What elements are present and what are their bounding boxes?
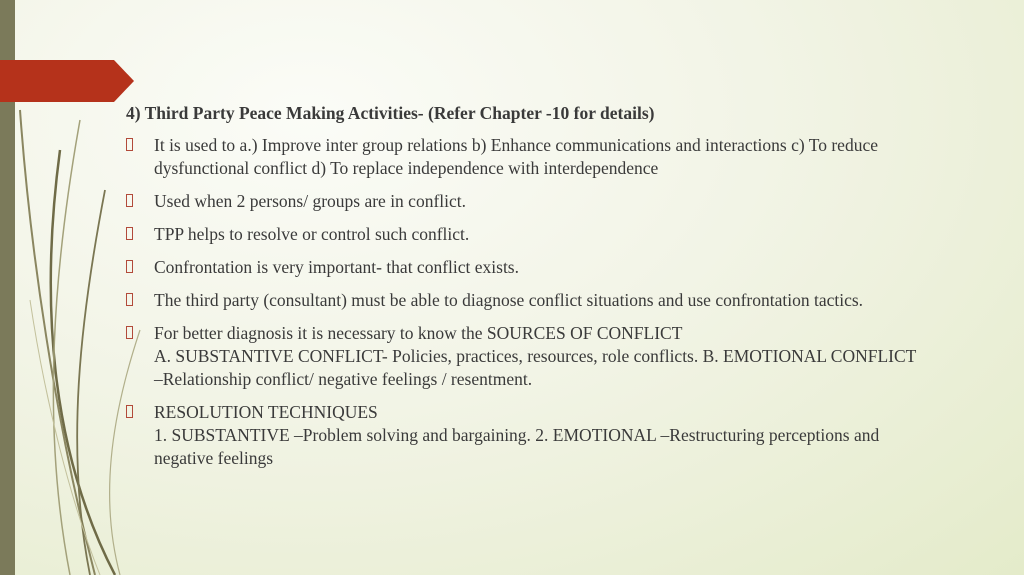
bullet-text-line: negative feelings (154, 448, 274, 468)
bullet-item (126, 289, 1006, 312)
bullet-text-line: –Relationship conflict/ negative feelings / resentment. (154, 369, 533, 389)
bullet-text-line: A. SUBSTANTIVE CONFLICT- Policies, practices, resources, role conflicts. B. EMOTIONAL CONFLICT (154, 346, 917, 366)
accent-tab-shape (0, 60, 134, 102)
square-outline-bullet-icon (126, 194, 133, 207)
square-outline-bullet-icon (126, 138, 133, 151)
square-outline-bullet-icon (126, 227, 133, 240)
bullet-text-line: Confrontation is very important- that conflict exists. (154, 257, 519, 277)
slide-heading: 4) Third Party Peace Making Activities- (Refer Chapter -10 for details) (126, 103, 655, 123)
bullet-text-line: 1. SUBSTANTIVE –Problem solving and bargaining. 2. EMOTIONAL –Restructuring perceptions and (154, 425, 880, 445)
bullet-item (126, 223, 1006, 246)
square-outline-bullet-icon (126, 260, 133, 273)
bullet-text-line: The third party (consultant) must be able to diagnose conflict situations and use confrontation tactics. (154, 290, 864, 310)
bullet-item (126, 134, 1006, 180)
square-outline-bullet-icon (126, 326, 133, 339)
bullet-text-line: Used when 2 persons/ groups are in conflict. (154, 191, 467, 211)
bullet-text-line: It is used to a.) Improve inter group relations b) Enhance communications and interactions c) To reduce (154, 135, 878, 155)
square-outline-bullet-icon (126, 293, 133, 306)
bullet-text-line: TPP helps to resolve or control such conflict. (154, 224, 470, 244)
bullet-text-line: dysfunctional conflict d) To replace independence with interdependence (154, 158, 659, 178)
bullet-item (126, 256, 1006, 279)
bullet-list (126, 134, 1006, 470)
bullet-item (126, 322, 1006, 391)
bullet-text-line: For better diagnosis it is necessary to know the SOURCES OF CONFLICT (154, 323, 683, 343)
bullet-item (126, 401, 1006, 470)
bullet-item (126, 190, 1006, 213)
bullet-text-line: RESOLUTION TECHNIQUES (154, 402, 378, 422)
slide-content (126, 102, 1006, 480)
square-outline-bullet-icon (126, 405, 133, 418)
